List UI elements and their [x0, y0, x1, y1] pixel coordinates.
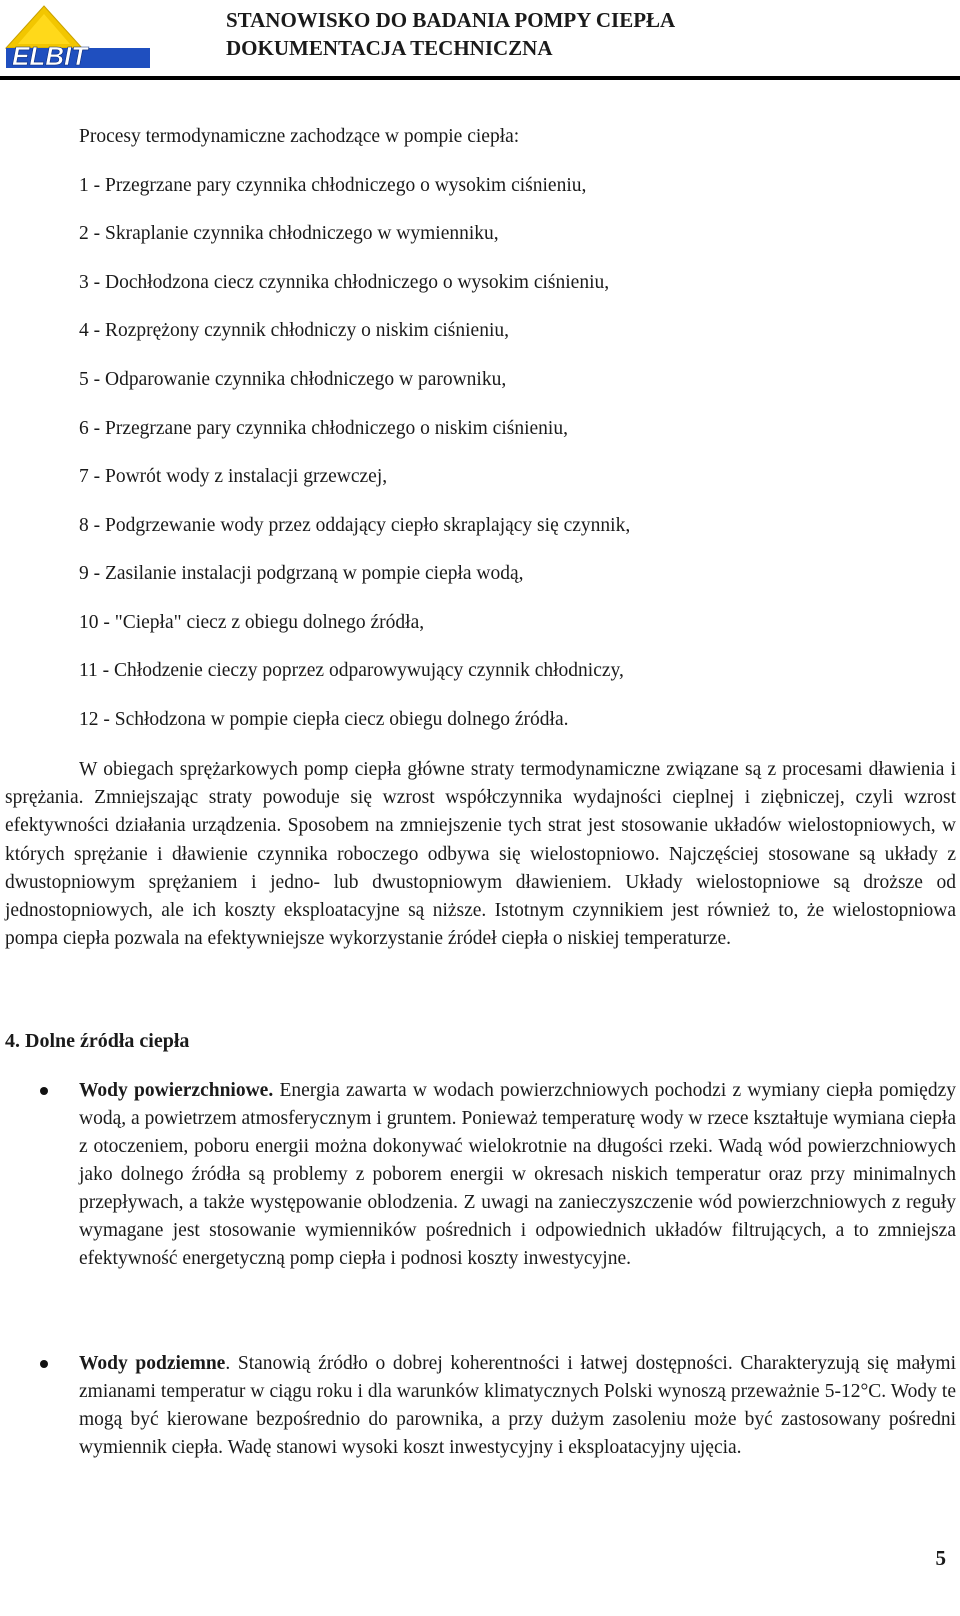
body-paragraph [5, 756, 956, 953]
page-header [0, 0, 960, 80]
list-item: 3 - Dochłodzona ciecz czynnika chłodniczego o wysokim ciśnieniu, [79, 272, 610, 293]
list-item: 10 - "Ciepła" ciecz z obiegu dolnego źródła, [79, 612, 425, 633]
bullet-item-surface-water [79, 1077, 956, 1273]
bullet-title: Wody powierzchniowe. [79, 1080, 274, 1101]
process-list-intro: Procesy termodynamiczne zachodzące w pompie ciepła: [79, 126, 520, 147]
list-item: 9 - Zasilanie instalacji podgrzaną w pompie ciepła wodą, [79, 563, 524, 584]
header-divider [0, 76, 960, 80]
paragraph-text: W obiegach sprężarkowych pomp ciepła główne straty termodynamiczne związane są z procesami dławienia i sprężania. Zmniejszając straty powoduje się wzrost współczynnika wydajności cieplnej i ziębniczej, czyli wzrost efektywności działania urządzenia. Sposobem na zmniejszenie tych strat jest stosowanie układów wielostopniowych, w których sprężanie i dławienie czynnika roboczego odbywa się wielostopniowo. Najczęściej stosowane są układy z dwustopniowym sprężaniem i jedno- lub dwustopniowym dławieniem. Układy wielostopniowe są droższe od jednostopniowych, ale ich koszty eksploatacyjne są niższe. Istotnym czynnikiem jest również to, że wielostopniowa pompa ciepła pozwala na efektywniejsze wykorzystanie źródeł ciepła o niskiej temperaturze. [5, 759, 956, 950]
page-number: 5 [935, 1546, 946, 1570]
bullet-item-groundwater [79, 1350, 956, 1462]
bullet-dot-icon [40, 1360, 48, 1368]
list-item: 6 - Przegrzane pary czynnika chłodniczego o niskim ciśnieniu, [79, 418, 568, 439]
header-title-line2: DOKUMENTACJA TECHNICZNA [226, 36, 553, 60]
list-item: 7 - Powrót wody z instalacji grzewczej, [79, 466, 388, 487]
bullet-text: . Stanowią źródło o dobrej koherentności i łatwej dostępności. Charakteryzują się małymi zmianami temperatur w ciągu roku i dla warunków klimatycznych Polski wynoszą przeważnie 5-12°C. Wody te mogą być kierowane bezpośrednio do parownika, a przy dużym zasoleniu może być zastosowany pośredni wymiennik ciepła. Wadę stanowi wysoki koszt inwestycyjny i eksploatacyjny ujęcia. [79, 1353, 956, 1458]
list-item: 4 - Rozprężony czynnik chłodniczy o niskim ciśnieniu, [79, 320, 509, 341]
elbit-logo [4, 4, 152, 70]
list-item: 2 - Skraplanie czynnika chłodniczego w wymienniku, [79, 223, 499, 244]
bullet-title: Wody podziemne [79, 1353, 226, 1374]
list-item: 8 - Podgrzewanie wody przez oddający ciepło skraplający się czynnik, [79, 515, 631, 536]
list-item: 12 - Schłodzona w pompie ciepła ciecz obiegu dolnego źródła. [79, 709, 569, 730]
list-item: 5 - Odparowanie czynnika chłodniczego w parowniku, [79, 369, 507, 390]
section-heading: 4. Dolne źródła ciepła [5, 1030, 190, 1052]
document-header-title [226, 6, 675, 62]
list-item: 1 - Przegrzane pary czynnika chłodniczego o wysokim ciśnieniu, [79, 175, 587, 196]
bullet-dot-icon [40, 1087, 48, 1095]
list-item: 11 - Chłodzenie cieczy poprzez odparowywujący czynnik chłodniczy, [79, 660, 624, 681]
bullet-text: Energia zawarta w wodach powierzchniowych pochodzi z wymiany ciepła pomiędzy wodą, a powietrzem atmosferycznym i gruntem. Ponieważ temperaturę wody w rzece kształtuje wymiana ciepła z otoczeniem, poboru energii można dokonywać wielokrotnie na długości rzeki. Wadą wód powierzchniowych jako dolnego źródła są problemy z poborem energii w okresach niskich temperatur oraz przy minimalnych przepływach, a także występowanie oblodzenia. Z uwagi na zanieczyszczenie wód powierzchniowych z reguły wymagane jest stosowanie wymienników pośrednich i odpowiednich układów filtrujących, a to zmniejsza efektywność energetyczną pomp ciepła i podnosi koszty inwestycyjne. [79, 1080, 956, 1269]
svg-text:ELBIT: ELBIT [12, 41, 88, 70]
header-title-line1: STANOWISKO DO BADANIA POMPY CIEPŁA [226, 8, 676, 32]
